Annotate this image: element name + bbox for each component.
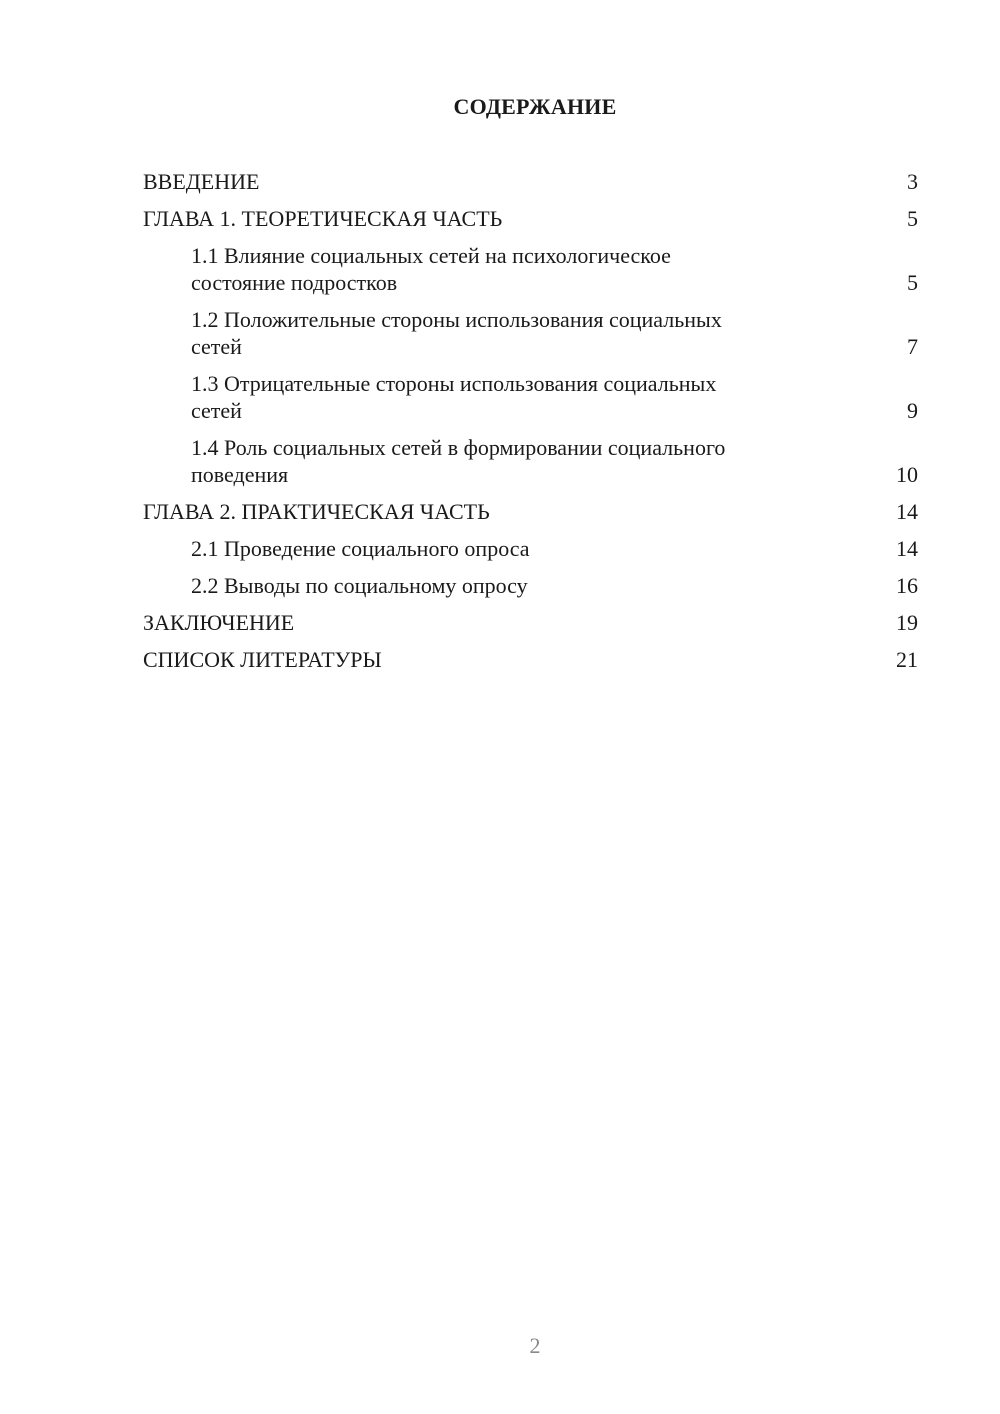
- toc-entry-page: 19: [896, 610, 918, 635]
- toc-entry-chapter-2[interactable]: [143, 498, 918, 525]
- toc-entry-text-line: поведения: [191, 462, 289, 487]
- toc-entry-page: 14: [896, 499, 918, 524]
- toc-title: СОДЕРЖАНИЕ: [453, 94, 617, 119]
- toc-entry-text: 2.1 Проведение социального опроса: [191, 536, 530, 561]
- toc-entry-references[interactable]: [143, 646, 918, 673]
- toc-entry-text-line: 1.3 Отрицательные стороны использования социальных: [191, 371, 717, 396]
- toc-entry-text: [191, 370, 716, 424]
- toc-entry-section-1-1[interactable]: [143, 242, 918, 296]
- toc-entry-text: СПИСОК ЛИТЕРАТУРЫ: [143, 647, 382, 672]
- toc-entry-introduction[interactable]: [143, 168, 918, 195]
- toc-entry-text: ГЛАВА 1. ТЕОРЕТИЧЕСКАЯ ЧАСТЬ: [143, 206, 503, 231]
- toc-entry-text: ЗАКЛЮЧЕНИЕ: [143, 610, 295, 635]
- toc-entry-text: 2.2 Выводы по социальному опросу: [191, 573, 528, 598]
- toc-entry-page: 5: [907, 206, 918, 231]
- toc-entry-text-line: 1.1 Влияние социальных сетей на психологическое: [191, 243, 671, 268]
- toc-entry-page: 16: [896, 573, 918, 598]
- toc-entry-text: ГЛАВА 2. ПРАКТИЧЕСКАЯ ЧАСТЬ: [143, 499, 490, 524]
- toc-entry-page: 21: [896, 647, 918, 672]
- toc-entry-page: 14: [896, 536, 918, 561]
- toc-entry-text-line: 1.2 Положительные стороны использования социальных: [191, 307, 722, 332]
- toc-entry-text-line: сетей: [191, 398, 242, 423]
- toc-entry-text: [191, 306, 722, 360]
- toc-entry-page: 5: [907, 270, 918, 295]
- toc-entry-text: [191, 242, 671, 296]
- table-of-contents: [143, 168, 918, 683]
- toc-entry-page: 9: [907, 398, 918, 423]
- toc-entry-section-1-4[interactable]: [143, 434, 918, 488]
- toc-entry-chapter-1[interactable]: [143, 205, 918, 232]
- toc-entry-text: [191, 434, 725, 488]
- toc-entry-section-2-2[interactable]: [143, 572, 918, 599]
- toc-entry-page: 3: [907, 169, 918, 194]
- toc-entry-page: 10: [896, 462, 918, 487]
- toc-entry-page: 7: [907, 334, 918, 359]
- toc-entry-text-line: сетей: [191, 334, 242, 359]
- page-number: 2: [529, 1333, 541, 1358]
- toc-entry-conclusion[interactable]: [143, 609, 918, 636]
- toc-entry-text-line: 1.4 Роль социальных сетей в формировании социального: [191, 435, 726, 460]
- toc-entry-section-1-2[interactable]: [143, 306, 918, 360]
- toc-entry-text-line: состояние подростков: [191, 270, 398, 295]
- toc-entry-section-2-1[interactable]: [143, 535, 918, 562]
- toc-entry-section-1-3[interactable]: [143, 370, 918, 424]
- toc-entry-text: ВВЕДЕНИЕ: [143, 169, 260, 194]
